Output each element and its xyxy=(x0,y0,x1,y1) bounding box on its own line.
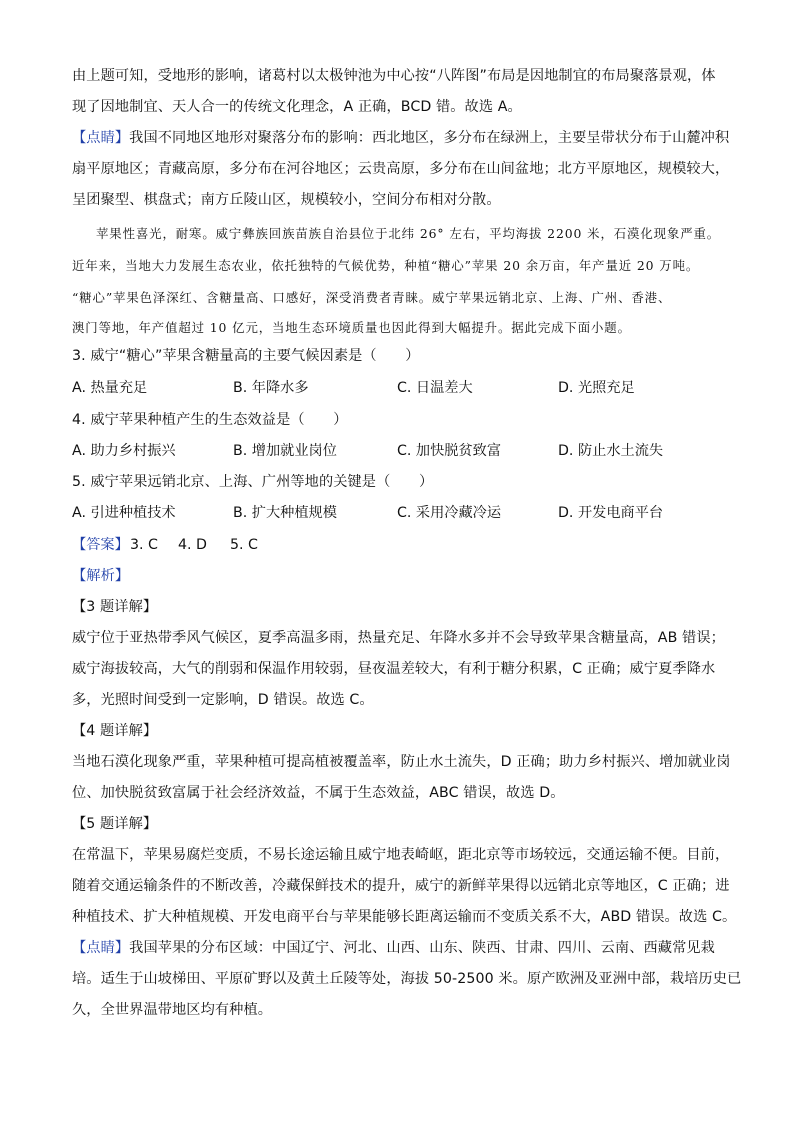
question-3-option-a: A. 热量充足 xyxy=(72,380,148,396)
question-3-option-c: C. 日温差大 xyxy=(397,380,473,396)
detail-3-line-2: 威宁海拔较高，大气的削弱和保温作用较弱，昼夜温差较大，有利于糖分积累，C 正确；威宁夏季降水 xyxy=(72,661,716,677)
question-3-option-d: D. 光照充足 xyxy=(558,380,635,396)
passage-line-2: 近年来，当地大力发展生态农业，依托独特的气候优势，种植“糖心”苹果 20 余万亩，年产量近 20 万吨。 xyxy=(72,258,700,273)
tip-text: 我国不同地区地形对聚落分布的影响：西北地区，多分布在绿洲上，主要呈带状分布于山麓冲积 xyxy=(129,130,730,146)
answer-item-5: 5. C xyxy=(230,537,258,553)
passage-line-3: “糖心”苹果色泽深红、含糖量高、口感好，深受消费者青睐。威宁苹果远销北京、上海、广州、香港、 xyxy=(72,290,672,305)
question-3-option-b: B. 年降水多 xyxy=(233,380,309,396)
tip-paragraph-2-line-1 xyxy=(72,938,715,958)
answer-item-3: 3. C xyxy=(130,537,158,553)
question-5-stem: 5. 威宁苹果远销北京、上海、广州等地的关键是（ ） xyxy=(72,474,434,490)
detail-4-line-2: 位、加快脱贫致富属于社会经济效益，不属于生态效益，ABC 错误，故选 D。 xyxy=(72,785,565,801)
tip-paragraph-2-line-2: 培。适生于山坡梯田、平原矿野以及黄土丘陵等处，海拔 50-2500 米。原产欧洲及亚洲中部，栽培历史已 xyxy=(72,971,742,987)
question-5-option-a: A. 引进种植技术 xyxy=(72,505,176,521)
passage-line-1: 苹果性喜光，耐寒。威宁彝族回族苗族自治县位于北纬 26° 左右，平均海拔 2200 米，石漠化现象严重。 xyxy=(96,226,721,241)
question-4-option-c: C. 加快脱贫致富 xyxy=(397,443,502,459)
question-4-option-a: A. 助力乡村振兴 xyxy=(72,443,176,459)
detail-3-line-1: 威宁位于亚热带季风气候区，夏季高温多雨，热量充足、年降水多并不会导致苹果含糖量高，AB 错误； xyxy=(72,630,725,646)
question-3-stem: 3. 威宁“糖心”苹果含糖量高的主要气候因素是（ ） xyxy=(72,348,420,364)
question-4-option-d: D. 防止水土流失 xyxy=(558,443,664,459)
question-5-option-b: B. 扩大种植规模 xyxy=(233,505,337,521)
intro-line-2: 现了因地制宜、天人合一的传统文化理念，A 正确，BCD 错。故选 A。 xyxy=(72,99,522,115)
tip-paragraph-2-line-3: 久，全世界温带地区均有种植。 xyxy=(72,1002,273,1018)
analysis-label: 【解析】 xyxy=(72,568,130,584)
tip-paragraph-1-line-1 xyxy=(72,128,729,148)
detail-5-title: 【5 题详解】 xyxy=(72,816,158,832)
detail-5-line-1: 在常温下，苹果易腐烂变质，不易长途运输且威宁地表崎岖，距北京等市场较远，交通运输不便。目前， xyxy=(72,847,730,863)
detail-4-line-1: 当地石漠化现象严重，苹果种植可提高植被覆盖率，防止水土流失，D 正确；助力乡村振兴、增加就业岗 xyxy=(72,754,731,770)
intro-line-1: 由上题可知，受地形的影响，诸葛村以太极钟池为中心按“八阵图”布局是因地制宜的布局聚落景观，体 xyxy=(72,68,716,84)
tip-text: 我国苹果的分布区域：中国辽宁、河北、山西、山东、陕西、甘肃、四川、云南、西藏常见栽 xyxy=(129,940,715,956)
tip-tag: 【点睛】 xyxy=(72,130,130,146)
passage-line-4: 澳门等地，年产值超过 10 亿元，当地生态环境质量也因此得到大幅提升。据此完成下面小题。 xyxy=(72,320,631,335)
detail-5-line-2: 随着交通运输条件的不断改善，冷藏保鲜技术的提升，威宁的新鲜苹果得以远销北京等地区，C 正确；进 xyxy=(72,878,730,894)
detail-4-title: 【4 题详解】 xyxy=(72,723,158,739)
detail-3-line-3: 多，光照时间受到一定影响，D 错误。故选 C。 xyxy=(72,692,374,708)
question-4-stem: 4. 威宁苹果种植产生的生态效益是（ ） xyxy=(72,412,348,428)
answer-tag: 【答案】 xyxy=(72,537,129,553)
question-5-option-c: C. 采用冷藏冷运 xyxy=(397,505,502,521)
detail-5-line-3: 种植技术、扩大种植规模、开发电商平台与苹果能够长距离运输而不变质关系不大，ABD 错误。故选 C。 xyxy=(72,909,737,925)
question-4-option-b: B. 增加就业岗位 xyxy=(233,443,337,459)
tip-tag: 【点睛】 xyxy=(72,940,130,956)
answer-item-4: 4. D xyxy=(178,537,207,553)
detail-3-title: 【3 题详解】 xyxy=(72,599,158,615)
tip-paragraph-1-line-2: 扇平原地区；青藏高原，多分布在河谷地区；云贵高原，多分布在山间盆地；北方平原地区，规模较大， xyxy=(72,161,730,177)
tip-paragraph-1-line-3: 呈团聚型、棋盘式；南方丘陵山区，规模较小，空间分布相对分散。 xyxy=(72,192,501,208)
question-5-option-d: D. 开发电商平台 xyxy=(558,505,664,521)
